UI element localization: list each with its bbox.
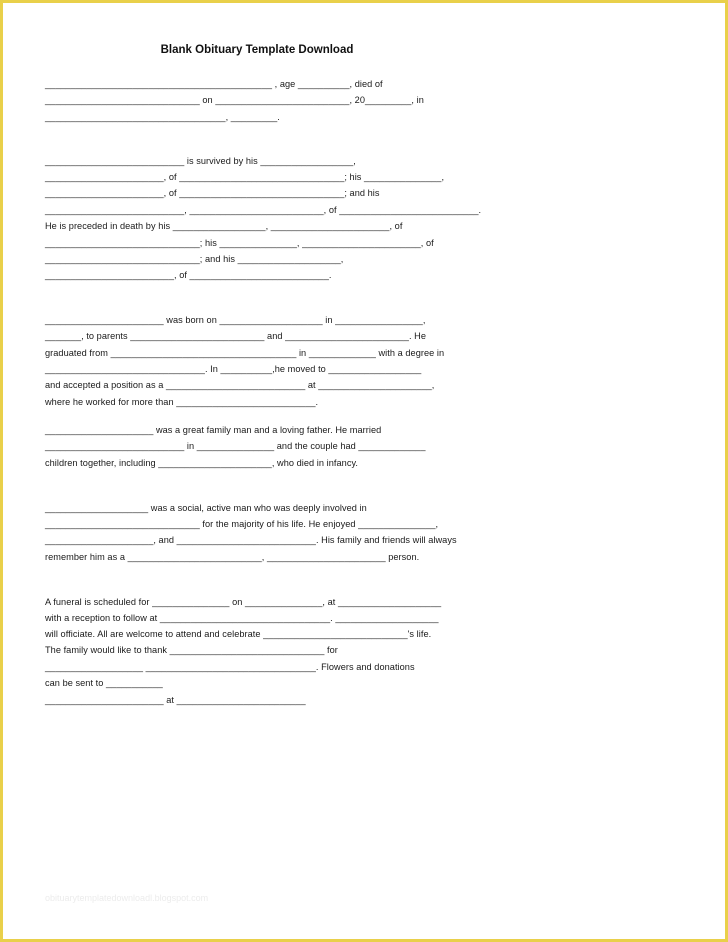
text-line: ___________________________________, _________. xyxy=(45,112,280,122)
text-line: ___________________________, __________________________, of ___________________________. xyxy=(45,205,482,215)
text-line: _______________________, of ________________________________; his _______________, xyxy=(45,172,445,182)
text-line: ____________________________________________ , age __________, died of xyxy=(45,79,383,89)
text-line: graduated from ____________________________________ in _____________ with a degree in xyxy=(45,348,445,358)
text-line: and accepted a position as a ___________________________ at ______________________, xyxy=(45,380,435,390)
text-line: _______________________________. In __________,he moved to __________________ xyxy=(45,364,422,374)
text-line: ______________________________; his _______________, _______________________, of xyxy=(45,238,434,248)
text-line: _____________________ was a great family man and a loving father. He married xyxy=(45,425,382,435)
text-line: ______________________________; and his ____________________, xyxy=(45,254,344,264)
watermark-text: obituarytemplatedownloadl.blogspot.com xyxy=(45,893,209,903)
text-line: He is preceded in death by his __________________, _______________________, of xyxy=(45,221,403,231)
text-line: remember him as a __________________________, _______________________ person. xyxy=(45,552,420,562)
text-line: The family would like to thank ______________________________ for xyxy=(45,645,338,655)
text-line: _________________________, of ___________________________. xyxy=(45,270,332,280)
text-line: ____________________ was a social, active man who was deeply involved in xyxy=(45,503,367,513)
text-line: where he worked for more than ___________________________. xyxy=(45,397,319,407)
text-line: _______________________, of ________________________________; and his xyxy=(45,188,380,198)
text-line: _______, to parents __________________________ and ________________________. He xyxy=(45,331,426,341)
text-line: _____________________, and ___________________________. His family and friends will always xyxy=(45,535,457,545)
text-line: _______________________ at _________________________ xyxy=(45,695,306,705)
text-line: ______________________________ for the majority of his life. He enjoyed _______________, xyxy=(45,519,439,529)
text-line: ___________________ _________________________________. Flowers and donations xyxy=(45,662,415,672)
text-line: ___________________________ in _______________ and the couple had _____________ xyxy=(45,441,426,451)
text-line: _______________________ was born on ____________________ in _________________, xyxy=(45,315,426,325)
text-line: children together, including ______________________, who died in infancy. xyxy=(45,458,359,468)
text-line: can be sent to ___________ xyxy=(45,678,163,688)
text-line: will officiate. All are welcome to attend and celebrate ____________________________'s life. xyxy=(45,629,432,639)
text-line: ______________________________ on __________________________, 20_________, in xyxy=(45,95,424,105)
text-line: with a reception to follow at _________________________________. ____________________ xyxy=(45,613,439,623)
text-line: A funeral is scheduled for _______________ on _______________, at ____________________ xyxy=(45,597,442,607)
document-title: Blank Obituary Template Download xyxy=(160,44,354,56)
text-line: ___________________________ is survived by his __________________, xyxy=(45,156,356,166)
